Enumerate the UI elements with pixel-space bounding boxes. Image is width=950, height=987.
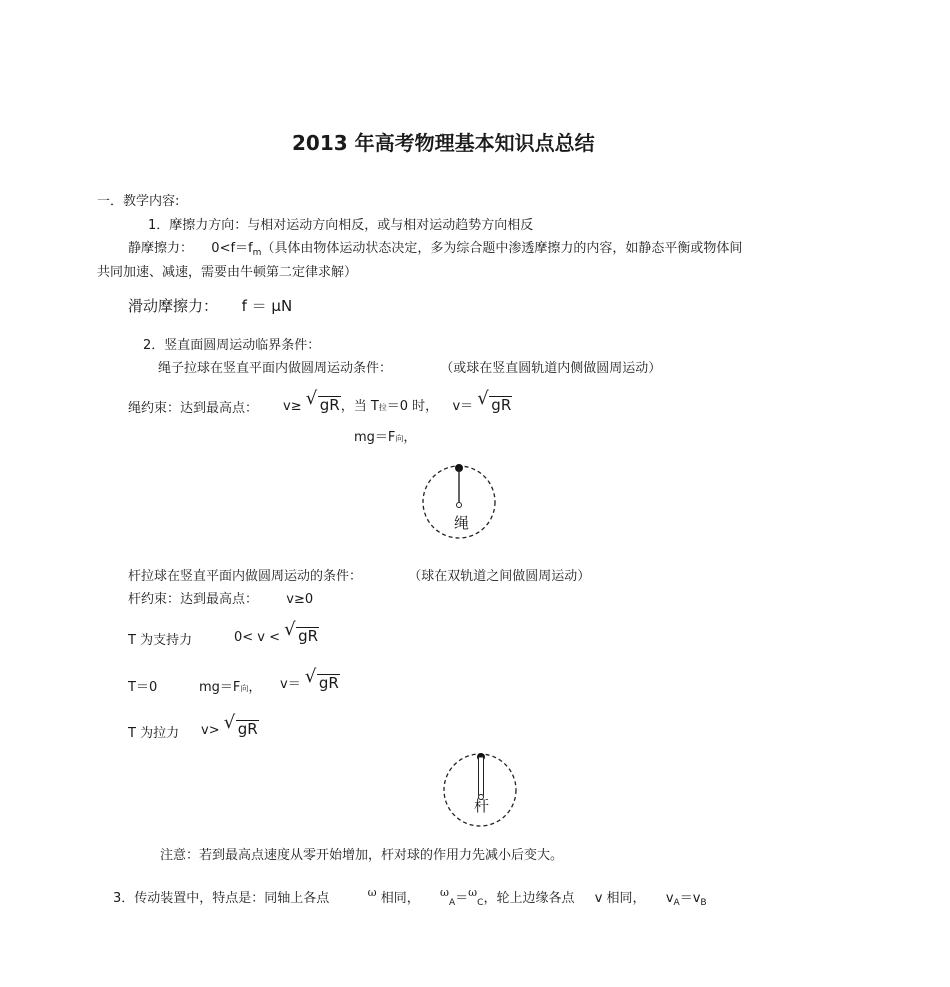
- rod-t0-v: v＝ √ gR: [280, 666, 339, 692]
- rope-v-ge: v≥: [283, 399, 302, 414]
- rod-support-ineq: 0< v < √ gR: [234, 619, 319, 645]
- wheel-edge-text: ，轮上边缘各点: [483, 891, 575, 906]
- item-2-heading: 2．竖直面圆周运动临界条件：: [143, 338, 321, 353]
- rope-when: ，当 T: [340, 399, 379, 414]
- sqrt-gR: √ gR: [304, 666, 339, 692]
- rod-v-ge0: v≥0: [286, 592, 314, 607]
- rope-figure-label: 绳: [454, 514, 470, 532]
- rod-t0-mg: mg＝F向，: [199, 680, 262, 695]
- static-friction-note-cont: 共同加速、减速，需要由牛顿第二定律求解）: [97, 265, 358, 280]
- rope-when-sub: 拉: [378, 403, 387, 412]
- rope-condition: 绳子拉球在竖直平面内做圆周运动条件：: [158, 361, 393, 376]
- sliding-friction-formula: f ＝ μN: [241, 297, 293, 315]
- sqrt-gR: √ gR: [223, 712, 258, 738]
- item-1-heading: 1．摩擦力方向：与相对运动方向相反，或与相对运动趋势方向相反: [148, 218, 534, 233]
- rod-figure-label: 杆: [474, 797, 490, 815]
- rope-condition-line: [158, 362, 661, 375]
- rod-condition-line: [128, 570, 590, 583]
- rod-support-label: T 为支持力: [128, 633, 193, 648]
- static-friction-formula-sub: m: [252, 248, 262, 258]
- rod-tension-label: T 为拉力: [128, 726, 180, 741]
- sliding-friction-line: [128, 299, 292, 314]
- rod-t0-label: T＝0: [128, 680, 158, 695]
- sqrt-gR: √ gR: [477, 388, 512, 414]
- omega-symbol: ω: [367, 886, 377, 899]
- va-eq-vb: $v_A=v_B$: [665, 891, 707, 908]
- item-3-heading: 3．传动装置中，特点是：同轴上各点: [113, 891, 330, 906]
- omega-a-symbol: ω: [439, 886, 449, 899]
- sqrt-gR: √ gR: [305, 388, 340, 414]
- item-3-line: 3．传动装置中，特点是：同轴上各点 $^\omega$ 相同， $^\omega_A$＝$^\omega_C$，轮上边缘各点 v 相同， $v_A=v_B$: [113, 886, 707, 908]
- section-heading: 一．教学内容:: [97, 194, 180, 209]
- rod-note: 注意：若到最高点速度从零开始增加，杆对球的作用力先减小后变大。: [160, 848, 564, 863]
- sliding-friction-label: 滑动摩擦力：: [128, 297, 219, 315]
- document-title: 2013 年高考物理基本知识点总结: [292, 131, 595, 155]
- static-friction-note: （具体由物体运动状态决定，多为综合题中渗透摩擦力的内容，如静态平衡或物体间: [261, 241, 743, 256]
- sqrt-gR: √ gR: [284, 619, 319, 645]
- rope-when-tail: ＝0 时，: [386, 399, 439, 414]
- static-friction-formula: 0<f＝f: [211, 241, 253, 256]
- rod-condition-paren: （球在双轨道之间做圆周运动）: [408, 569, 591, 584]
- static-friction-label: 静摩擦力：: [128, 241, 194, 256]
- omega-c-symbol: ω: [468, 886, 478, 899]
- static-friction-line: [128, 242, 742, 258]
- rod-tension-v: v> √ gR: [201, 712, 258, 738]
- rod-constraint-line: [128, 593, 313, 606]
- v-same: v 相同，: [594, 891, 646, 906]
- rod-constraint: 杆约束：达到最高点：: [128, 592, 259, 607]
- rod-condition: 杆拉球在竖直平面内做圆周运动的条件：: [128, 569, 363, 584]
- omega-same: 相同，: [380, 891, 420, 906]
- centripetal-equation: mg＝F向，: [354, 430, 417, 445]
- rod-circle-diagram: [440, 752, 520, 832]
- rope-constraint-label: 绳约束：达到最高点：: [128, 401, 259, 416]
- rope-constraint-formula: [283, 388, 512, 414]
- rope-condition-paren: （或球在竖直圆轨道内侧做圆周运动）: [440, 361, 662, 376]
- rope-v-eq: v＝: [452, 399, 474, 414]
